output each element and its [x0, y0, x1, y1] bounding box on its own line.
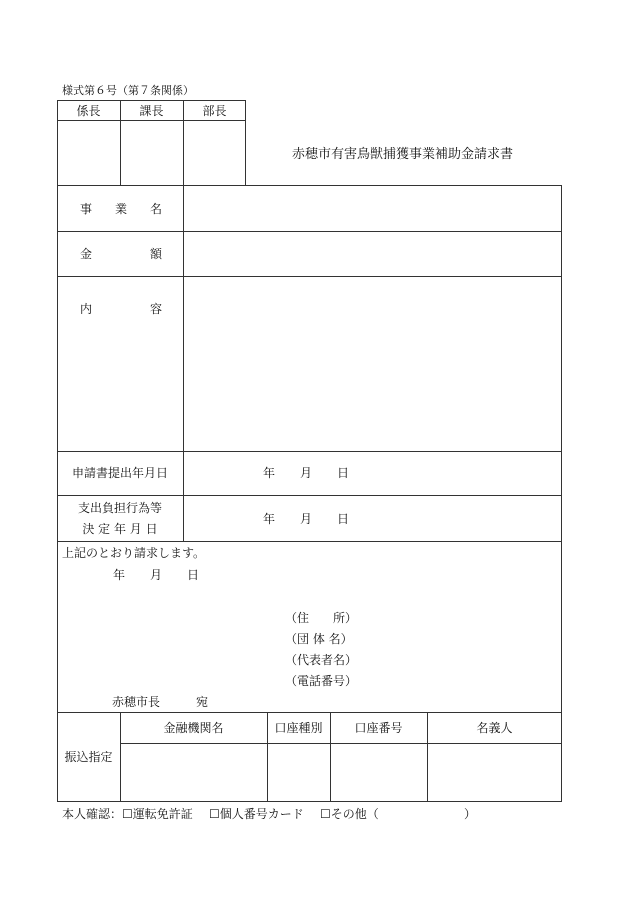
project-name-field[interactable] [184, 186, 561, 230]
decision-date-month: 月 [300, 512, 313, 526]
approval-header-section-head: 課長 [139, 104, 164, 118]
identity-option-drivers-license[interactable]: ☐運転免許証 [122, 807, 193, 821]
identity-other-close: ） [464, 807, 477, 821]
amount-field[interactable] [184, 232, 561, 275]
request-date-year[interactable]: 年 [113, 568, 126, 582]
request-date-day[interactable]: 日 [187, 568, 200, 582]
account-holder-field[interactable] [428, 744, 561, 801]
decision-date-day: 日 [337, 512, 350, 526]
form-title: 赤穂市有害鳥獣捕獲事業補助金請求書 [292, 147, 514, 162]
account-type-header: 口座種別 [274, 721, 323, 735]
identity-label: 本人確認： [62, 807, 123, 821]
project-name-label: 事 業 名 [80, 202, 162, 216]
content-field[interactable] [184, 277, 561, 450]
request-date-month[interactable]: 月 [150, 568, 163, 582]
decision-date-year: 年 [263, 512, 276, 526]
approval-header-chief: 係長 [76, 104, 101, 118]
account-number-field[interactable] [331, 744, 426, 801]
amount-label: 金 額 [80, 247, 162, 261]
application-date-day: 日 [337, 466, 350, 480]
bank-name-field[interactable] [121, 744, 266, 801]
account-holder-header: 名義人 [476, 721, 513, 735]
account-type-field[interactable] [268, 744, 329, 801]
identity-option-other[interactable]: ☐その他（ [320, 807, 379, 821]
addressee: 赤穂市長 [112, 695, 161, 709]
application-date-month: 月 [300, 466, 313, 480]
approval-stamp-section-head[interactable] [120, 121, 182, 185]
decision-date-field[interactable] [184, 496, 561, 540]
transfer-label: 振込指定 [64, 750, 113, 764]
decision-label-line1: 支出負担行為等 [77, 501, 162, 515]
account-number-header: 口座番号 [354, 721, 403, 735]
request-statement: 上記のとおり請求します。 [62, 546, 206, 560]
approval-stamp-director[interactable] [183, 121, 245, 185]
decision-label-line2: 決 定 年 月 日 [82, 522, 158, 536]
phone-label: （電話番号） [285, 674, 358, 688]
application-date-field[interactable] [184, 452, 561, 494]
bank-name-header: 金融機関名 [163, 721, 224, 735]
approval-header-director: 部長 [202, 104, 227, 118]
group-name-label: （団 体 名） [285, 632, 353, 646]
identity-option-my-number-card[interactable]: ☐個人番号カード [209, 807, 304, 821]
addressee-honorific: 宛 [196, 695, 209, 709]
address-label: （住 所） [285, 611, 358, 625]
form-number: 様式第６号（第７条関係） [62, 84, 194, 97]
representative-label: （代表者名） [285, 653, 358, 667]
application-date-year: 年 [263, 466, 276, 480]
application-date-label: 申請書提出年月日 [71, 466, 168, 480]
content-label: 内 容 [80, 302, 162, 316]
approval-stamp-chief[interactable] [57, 121, 119, 185]
